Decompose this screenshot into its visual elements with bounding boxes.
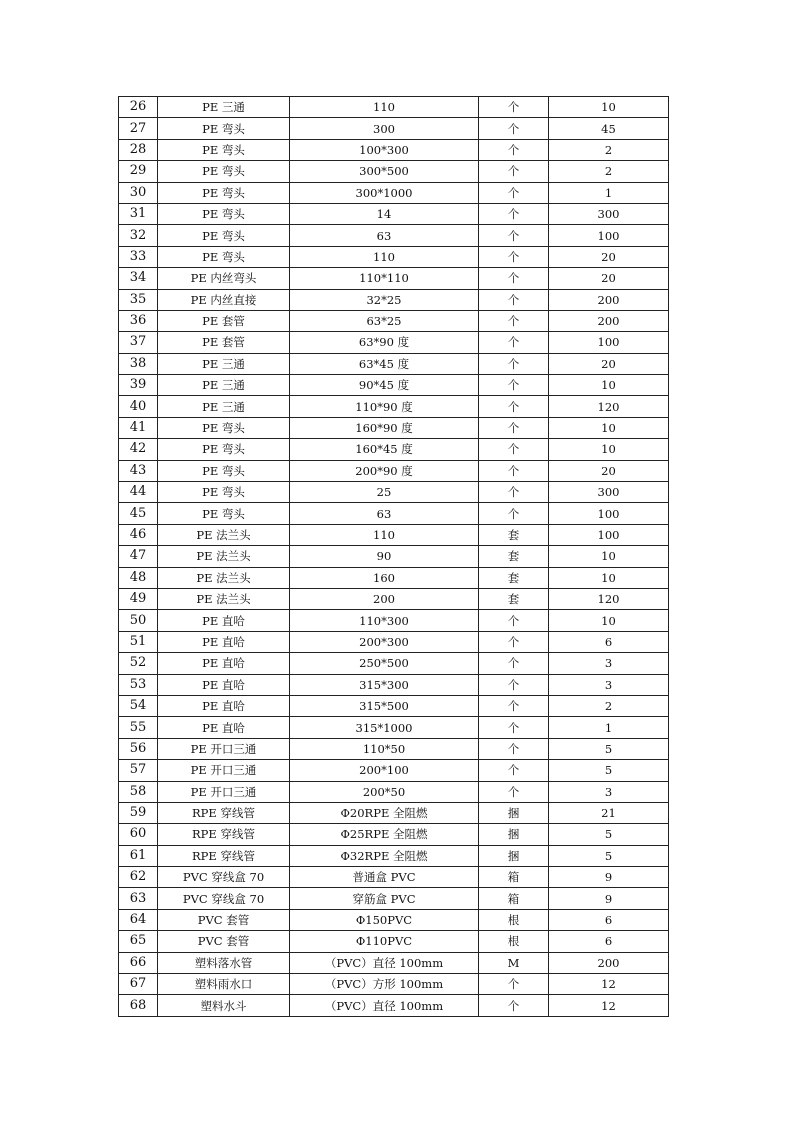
item-spec-cell: Φ110PVC bbox=[290, 931, 479, 952]
table-row bbox=[119, 268, 669, 289]
row-number-cell: 56 bbox=[119, 738, 158, 759]
row-number-cell: 67 bbox=[119, 974, 158, 995]
row-number-cell: 64 bbox=[119, 909, 158, 930]
item-quantity-cell: 3 bbox=[549, 653, 669, 674]
row-number-cell: 63 bbox=[119, 888, 158, 909]
item-quantity-cell: 6 bbox=[549, 931, 669, 952]
row-number-cell: 47 bbox=[119, 546, 158, 567]
table-row bbox=[119, 396, 669, 417]
item-unit-cell: 个 bbox=[479, 139, 549, 160]
table-row bbox=[119, 802, 669, 823]
item-spec-cell: 110*90 度 bbox=[290, 396, 479, 417]
row-number-cell: 44 bbox=[119, 482, 158, 503]
table-row bbox=[119, 717, 669, 738]
row-number-cell: 41 bbox=[119, 417, 158, 438]
item-unit-cell: 个 bbox=[479, 974, 549, 995]
item-spec-cell: 300*500 bbox=[290, 161, 479, 182]
table-row bbox=[119, 888, 669, 909]
item-unit-cell: 根 bbox=[479, 909, 549, 930]
row-number-cell: 26 bbox=[119, 97, 158, 118]
item-unit-cell: 个 bbox=[479, 225, 549, 246]
item-name-cell: PE 三通 bbox=[158, 97, 290, 118]
item-name-cell: PE 直哈 bbox=[158, 631, 290, 652]
table-row bbox=[119, 781, 669, 802]
row-number-cell: 39 bbox=[119, 375, 158, 396]
table-row bbox=[119, 674, 669, 695]
item-quantity-cell: 10 bbox=[549, 417, 669, 438]
row-number-cell: 65 bbox=[119, 931, 158, 952]
table-row bbox=[119, 310, 669, 331]
item-name-cell: RPE 穿线管 bbox=[158, 845, 290, 866]
table-row bbox=[119, 375, 669, 396]
item-name-cell: PE 套管 bbox=[158, 310, 290, 331]
row-number-cell: 38 bbox=[119, 353, 158, 374]
materials-table bbox=[118, 96, 669, 1017]
item-quantity-cell: 10 bbox=[549, 439, 669, 460]
item-spec-cell: 63*25 bbox=[290, 310, 479, 331]
item-spec-cell: 14 bbox=[290, 203, 479, 224]
table-row bbox=[119, 139, 669, 160]
item-spec-cell: 200*300 bbox=[290, 631, 479, 652]
item-unit-cell: 个 bbox=[479, 310, 549, 331]
item-unit-cell: 个 bbox=[479, 161, 549, 182]
item-name-cell: PE 弯头 bbox=[158, 118, 290, 139]
item-quantity-cell: 12 bbox=[549, 974, 669, 995]
item-unit-cell: 个 bbox=[479, 482, 549, 503]
table-row bbox=[119, 610, 669, 631]
item-name-cell: PE 弯头 bbox=[158, 439, 290, 460]
item-name-cell: PE 套管 bbox=[158, 332, 290, 353]
item-quantity-cell: 100 bbox=[549, 503, 669, 524]
item-spec-cell: 100*300 bbox=[290, 139, 479, 160]
table-row bbox=[119, 246, 669, 267]
item-spec-cell: Φ32RPE 全阻燃 bbox=[290, 845, 479, 866]
item-unit-cell: 个 bbox=[479, 674, 549, 695]
item-quantity-cell: 2 bbox=[549, 139, 669, 160]
row-number-cell: 55 bbox=[119, 717, 158, 738]
table-row bbox=[119, 118, 669, 139]
table-row bbox=[119, 695, 669, 716]
item-unit-cell: 套 bbox=[479, 546, 549, 567]
item-quantity-cell: 200 bbox=[549, 289, 669, 310]
table-row bbox=[119, 824, 669, 845]
item-unit-cell: 个 bbox=[479, 375, 549, 396]
item-name-cell: PE 弯头 bbox=[158, 203, 290, 224]
item-spec-cell: 90*45 度 bbox=[290, 375, 479, 396]
item-name-cell: PE 三通 bbox=[158, 396, 290, 417]
row-number-cell: 28 bbox=[119, 139, 158, 160]
item-name-cell: PE 弯头 bbox=[158, 460, 290, 481]
row-number-cell: 29 bbox=[119, 161, 158, 182]
item-unit-cell: 个 bbox=[479, 695, 549, 716]
row-number-cell: 61 bbox=[119, 845, 158, 866]
item-spec-cell: 315*500 bbox=[290, 695, 479, 716]
row-number-cell: 36 bbox=[119, 310, 158, 331]
item-spec-cell: 110*300 bbox=[290, 610, 479, 631]
item-quantity-cell: 5 bbox=[549, 824, 669, 845]
row-number-cell: 45 bbox=[119, 503, 158, 524]
table-row bbox=[119, 353, 669, 374]
item-spec-cell: （PVC）直径 100mm bbox=[290, 952, 479, 973]
item-spec-cell: 300*1000 bbox=[290, 182, 479, 203]
item-unit-cell: 套 bbox=[479, 588, 549, 609]
table-row bbox=[119, 631, 669, 652]
item-quantity-cell: 2 bbox=[549, 161, 669, 182]
item-unit-cell: 个 bbox=[479, 760, 549, 781]
item-quantity-cell: 9 bbox=[549, 888, 669, 909]
item-unit-cell: 箱 bbox=[479, 888, 549, 909]
item-spec-cell: 200*50 bbox=[290, 781, 479, 802]
item-spec-cell: Φ25RPE 全阻燃 bbox=[290, 824, 479, 845]
item-spec-cell: 160*90 度 bbox=[290, 417, 479, 438]
item-name-cell: PE 开口三通 bbox=[158, 738, 290, 759]
row-number-cell: 35 bbox=[119, 289, 158, 310]
row-number-cell: 43 bbox=[119, 460, 158, 481]
row-number-cell: 68 bbox=[119, 995, 158, 1016]
row-number-cell: 42 bbox=[119, 439, 158, 460]
item-name-cell: PE 法兰头 bbox=[158, 588, 290, 609]
table-row bbox=[119, 203, 669, 224]
item-unit-cell: 个 bbox=[479, 182, 549, 203]
item-name-cell: PVC 穿线盒 70 bbox=[158, 888, 290, 909]
item-name-cell: PE 弯头 bbox=[158, 503, 290, 524]
row-number-cell: 37 bbox=[119, 332, 158, 353]
item-quantity-cell: 120 bbox=[549, 588, 669, 609]
item-name-cell: PVC 穿线盒 70 bbox=[158, 867, 290, 888]
item-name-cell: PE 直哈 bbox=[158, 653, 290, 674]
item-quantity-cell: 45 bbox=[549, 118, 669, 139]
item-unit-cell: 个 bbox=[479, 332, 549, 353]
item-spec-cell: 315*1000 bbox=[290, 717, 479, 738]
item-quantity-cell: 5 bbox=[549, 760, 669, 781]
item-quantity-cell: 10 bbox=[549, 567, 669, 588]
item-spec-cell: 110 bbox=[290, 246, 479, 267]
table-row bbox=[119, 417, 669, 438]
item-quantity-cell: 1 bbox=[549, 717, 669, 738]
row-number-cell: 57 bbox=[119, 760, 158, 781]
table-row bbox=[119, 332, 669, 353]
table-row bbox=[119, 653, 669, 674]
table-row bbox=[119, 567, 669, 588]
item-spec-cell: 200*90 度 bbox=[290, 460, 479, 481]
table-row bbox=[119, 482, 669, 503]
table-row bbox=[119, 161, 669, 182]
item-unit-cell: 捆 bbox=[479, 845, 549, 866]
item-quantity-cell: 9 bbox=[549, 867, 669, 888]
item-spec-cell: （PVC）直径 100mm bbox=[290, 995, 479, 1016]
row-number-cell: 48 bbox=[119, 567, 158, 588]
item-spec-cell: 普通盒 PVC bbox=[290, 867, 479, 888]
table-row bbox=[119, 546, 669, 567]
table-row bbox=[119, 503, 669, 524]
table-row bbox=[119, 460, 669, 481]
row-number-cell: 34 bbox=[119, 268, 158, 289]
row-number-cell: 53 bbox=[119, 674, 158, 695]
row-number-cell: 49 bbox=[119, 588, 158, 609]
item-name-cell: PE 直哈 bbox=[158, 717, 290, 738]
table-row bbox=[119, 909, 669, 930]
materials-table-body bbox=[119, 97, 669, 1017]
item-spec-cell: 200 bbox=[290, 588, 479, 609]
item-unit-cell: 个 bbox=[479, 439, 549, 460]
table-row bbox=[119, 952, 669, 973]
row-number-cell: 27 bbox=[119, 118, 158, 139]
table-row bbox=[119, 182, 669, 203]
row-number-cell: 40 bbox=[119, 396, 158, 417]
item-unit-cell: 个 bbox=[479, 289, 549, 310]
item-quantity-cell: 20 bbox=[549, 460, 669, 481]
item-unit-cell: 套 bbox=[479, 567, 549, 588]
item-quantity-cell: 10 bbox=[549, 610, 669, 631]
item-unit-cell: 个 bbox=[479, 203, 549, 224]
row-number-cell: 66 bbox=[119, 952, 158, 973]
item-unit-cell: 个 bbox=[479, 246, 549, 267]
item-unit-cell: 捆 bbox=[479, 824, 549, 845]
item-quantity-cell: 20 bbox=[549, 268, 669, 289]
item-quantity-cell: 200 bbox=[549, 952, 669, 973]
item-name-cell: PE 开口三通 bbox=[158, 760, 290, 781]
item-name-cell: 塑料落水管 bbox=[158, 952, 290, 973]
item-quantity-cell: 21 bbox=[549, 802, 669, 823]
item-quantity-cell: 10 bbox=[549, 97, 669, 118]
item-quantity-cell: 300 bbox=[549, 482, 669, 503]
item-name-cell: PE 弯头 bbox=[158, 182, 290, 203]
item-quantity-cell: 12 bbox=[549, 995, 669, 1016]
row-number-cell: 30 bbox=[119, 182, 158, 203]
item-unit-cell: 个 bbox=[479, 717, 549, 738]
item-quantity-cell: 120 bbox=[549, 396, 669, 417]
table-row bbox=[119, 439, 669, 460]
item-name-cell: PE 三通 bbox=[158, 375, 290, 396]
item-quantity-cell: 20 bbox=[549, 246, 669, 267]
item-quantity-cell: 100 bbox=[549, 225, 669, 246]
item-quantity-cell: 5 bbox=[549, 738, 669, 759]
item-spec-cell: 穿筋盒 PVC bbox=[290, 888, 479, 909]
item-quantity-cell: 100 bbox=[549, 332, 669, 353]
item-name-cell: PVC 套管 bbox=[158, 931, 290, 952]
item-quantity-cell: 5 bbox=[549, 845, 669, 866]
item-unit-cell: M bbox=[479, 952, 549, 973]
item-spec-cell: 110 bbox=[290, 524, 479, 545]
item-unit-cell: 个 bbox=[479, 610, 549, 631]
item-spec-cell: 110 bbox=[290, 97, 479, 118]
item-unit-cell: 个 bbox=[479, 653, 549, 674]
item-name-cell: PE 弯头 bbox=[158, 246, 290, 267]
item-quantity-cell: 6 bbox=[549, 631, 669, 652]
item-name-cell: PE 弯头 bbox=[158, 482, 290, 503]
item-name-cell: PE 开口三通 bbox=[158, 781, 290, 802]
item-unit-cell: 个 bbox=[479, 353, 549, 374]
row-number-cell: 31 bbox=[119, 203, 158, 224]
item-name-cell: PE 三通 bbox=[158, 353, 290, 374]
row-number-cell: 60 bbox=[119, 824, 158, 845]
item-name-cell: PE 直哈 bbox=[158, 610, 290, 631]
item-spec-cell: 63*45 度 bbox=[290, 353, 479, 374]
item-unit-cell: 根 bbox=[479, 931, 549, 952]
item-name-cell: PVC 套管 bbox=[158, 909, 290, 930]
row-number-cell: 52 bbox=[119, 653, 158, 674]
item-spec-cell: （PVC）方形 100mm bbox=[290, 974, 479, 995]
item-name-cell: PE 内丝直接 bbox=[158, 289, 290, 310]
item-name-cell: PE 法兰头 bbox=[158, 524, 290, 545]
row-number-cell: 46 bbox=[119, 524, 158, 545]
item-quantity-cell: 2 bbox=[549, 695, 669, 716]
table-row bbox=[119, 225, 669, 246]
item-unit-cell: 个 bbox=[479, 781, 549, 802]
item-unit-cell: 个 bbox=[479, 503, 549, 524]
table-row bbox=[119, 995, 669, 1016]
row-number-cell: 62 bbox=[119, 867, 158, 888]
item-name-cell: PE 弯头 bbox=[158, 161, 290, 182]
item-unit-cell: 个 bbox=[479, 631, 549, 652]
item-spec-cell: 110*50 bbox=[290, 738, 479, 759]
row-number-cell: 51 bbox=[119, 631, 158, 652]
item-spec-cell: 315*300 bbox=[290, 674, 479, 695]
item-name-cell: RPE 穿线管 bbox=[158, 802, 290, 823]
item-name-cell: PE 弯头 bbox=[158, 417, 290, 438]
item-spec-cell: 63 bbox=[290, 225, 479, 246]
item-unit-cell: 套 bbox=[479, 524, 549, 545]
item-spec-cell: Φ20RPE 全阻燃 bbox=[290, 802, 479, 823]
item-spec-cell: 160 bbox=[290, 567, 479, 588]
item-spec-cell: 200*100 bbox=[290, 760, 479, 781]
item-name-cell: PE 法兰头 bbox=[158, 546, 290, 567]
table-row bbox=[119, 974, 669, 995]
item-spec-cell: 25 bbox=[290, 482, 479, 503]
row-number-cell: 32 bbox=[119, 225, 158, 246]
item-spec-cell: 63 bbox=[290, 503, 479, 524]
table-row bbox=[119, 931, 669, 952]
item-unit-cell: 个 bbox=[479, 417, 549, 438]
item-unit-cell: 个 bbox=[479, 396, 549, 417]
row-number-cell: 59 bbox=[119, 802, 158, 823]
item-quantity-cell: 3 bbox=[549, 674, 669, 695]
table-row bbox=[119, 738, 669, 759]
item-unit-cell: 个 bbox=[479, 738, 549, 759]
table-row bbox=[119, 588, 669, 609]
item-unit-cell: 个 bbox=[479, 97, 549, 118]
table-row bbox=[119, 97, 669, 118]
item-name-cell: 塑料雨水口 bbox=[158, 974, 290, 995]
item-name-cell: PE 弯头 bbox=[158, 139, 290, 160]
item-spec-cell: 300 bbox=[290, 118, 479, 139]
item-name-cell: PE 法兰头 bbox=[158, 567, 290, 588]
item-spec-cell: 32*25 bbox=[290, 289, 479, 310]
item-unit-cell: 个 bbox=[479, 460, 549, 481]
item-quantity-cell: 200 bbox=[549, 310, 669, 331]
table-row bbox=[119, 867, 669, 888]
item-quantity-cell: 100 bbox=[549, 524, 669, 545]
row-number-cell: 58 bbox=[119, 781, 158, 802]
table-row bbox=[119, 845, 669, 866]
item-unit-cell: 个 bbox=[479, 118, 549, 139]
row-number-cell: 54 bbox=[119, 695, 158, 716]
table-row bbox=[119, 760, 669, 781]
item-spec-cell: 160*45 度 bbox=[290, 439, 479, 460]
item-unit-cell: 捆 bbox=[479, 802, 549, 823]
item-spec-cell: 90 bbox=[290, 546, 479, 567]
item-unit-cell: 个 bbox=[479, 995, 549, 1016]
item-quantity-cell: 10 bbox=[549, 546, 669, 567]
item-quantity-cell: 10 bbox=[549, 375, 669, 396]
item-spec-cell: 110*110 bbox=[290, 268, 479, 289]
item-quantity-cell: 300 bbox=[549, 203, 669, 224]
row-number-cell: 50 bbox=[119, 610, 158, 631]
item-spec-cell: 250*500 bbox=[290, 653, 479, 674]
item-name-cell: PE 弯头 bbox=[158, 225, 290, 246]
item-quantity-cell: 6 bbox=[549, 909, 669, 930]
table-row bbox=[119, 524, 669, 545]
item-unit-cell: 个 bbox=[479, 268, 549, 289]
item-quantity-cell: 20 bbox=[549, 353, 669, 374]
item-spec-cell: Φ150PVC bbox=[290, 909, 479, 930]
item-name-cell: PE 直哈 bbox=[158, 674, 290, 695]
row-number-cell: 33 bbox=[119, 246, 158, 267]
item-name-cell: PE 内丝弯头 bbox=[158, 268, 290, 289]
item-name-cell: PE 直哈 bbox=[158, 695, 290, 716]
item-quantity-cell: 3 bbox=[549, 781, 669, 802]
item-name-cell: RPE 穿线管 bbox=[158, 824, 290, 845]
table-row bbox=[119, 289, 669, 310]
item-unit-cell: 箱 bbox=[479, 867, 549, 888]
item-quantity-cell: 1 bbox=[549, 182, 669, 203]
item-name-cell: 塑料水斗 bbox=[158, 995, 290, 1016]
item-spec-cell: 63*90 度 bbox=[290, 332, 479, 353]
